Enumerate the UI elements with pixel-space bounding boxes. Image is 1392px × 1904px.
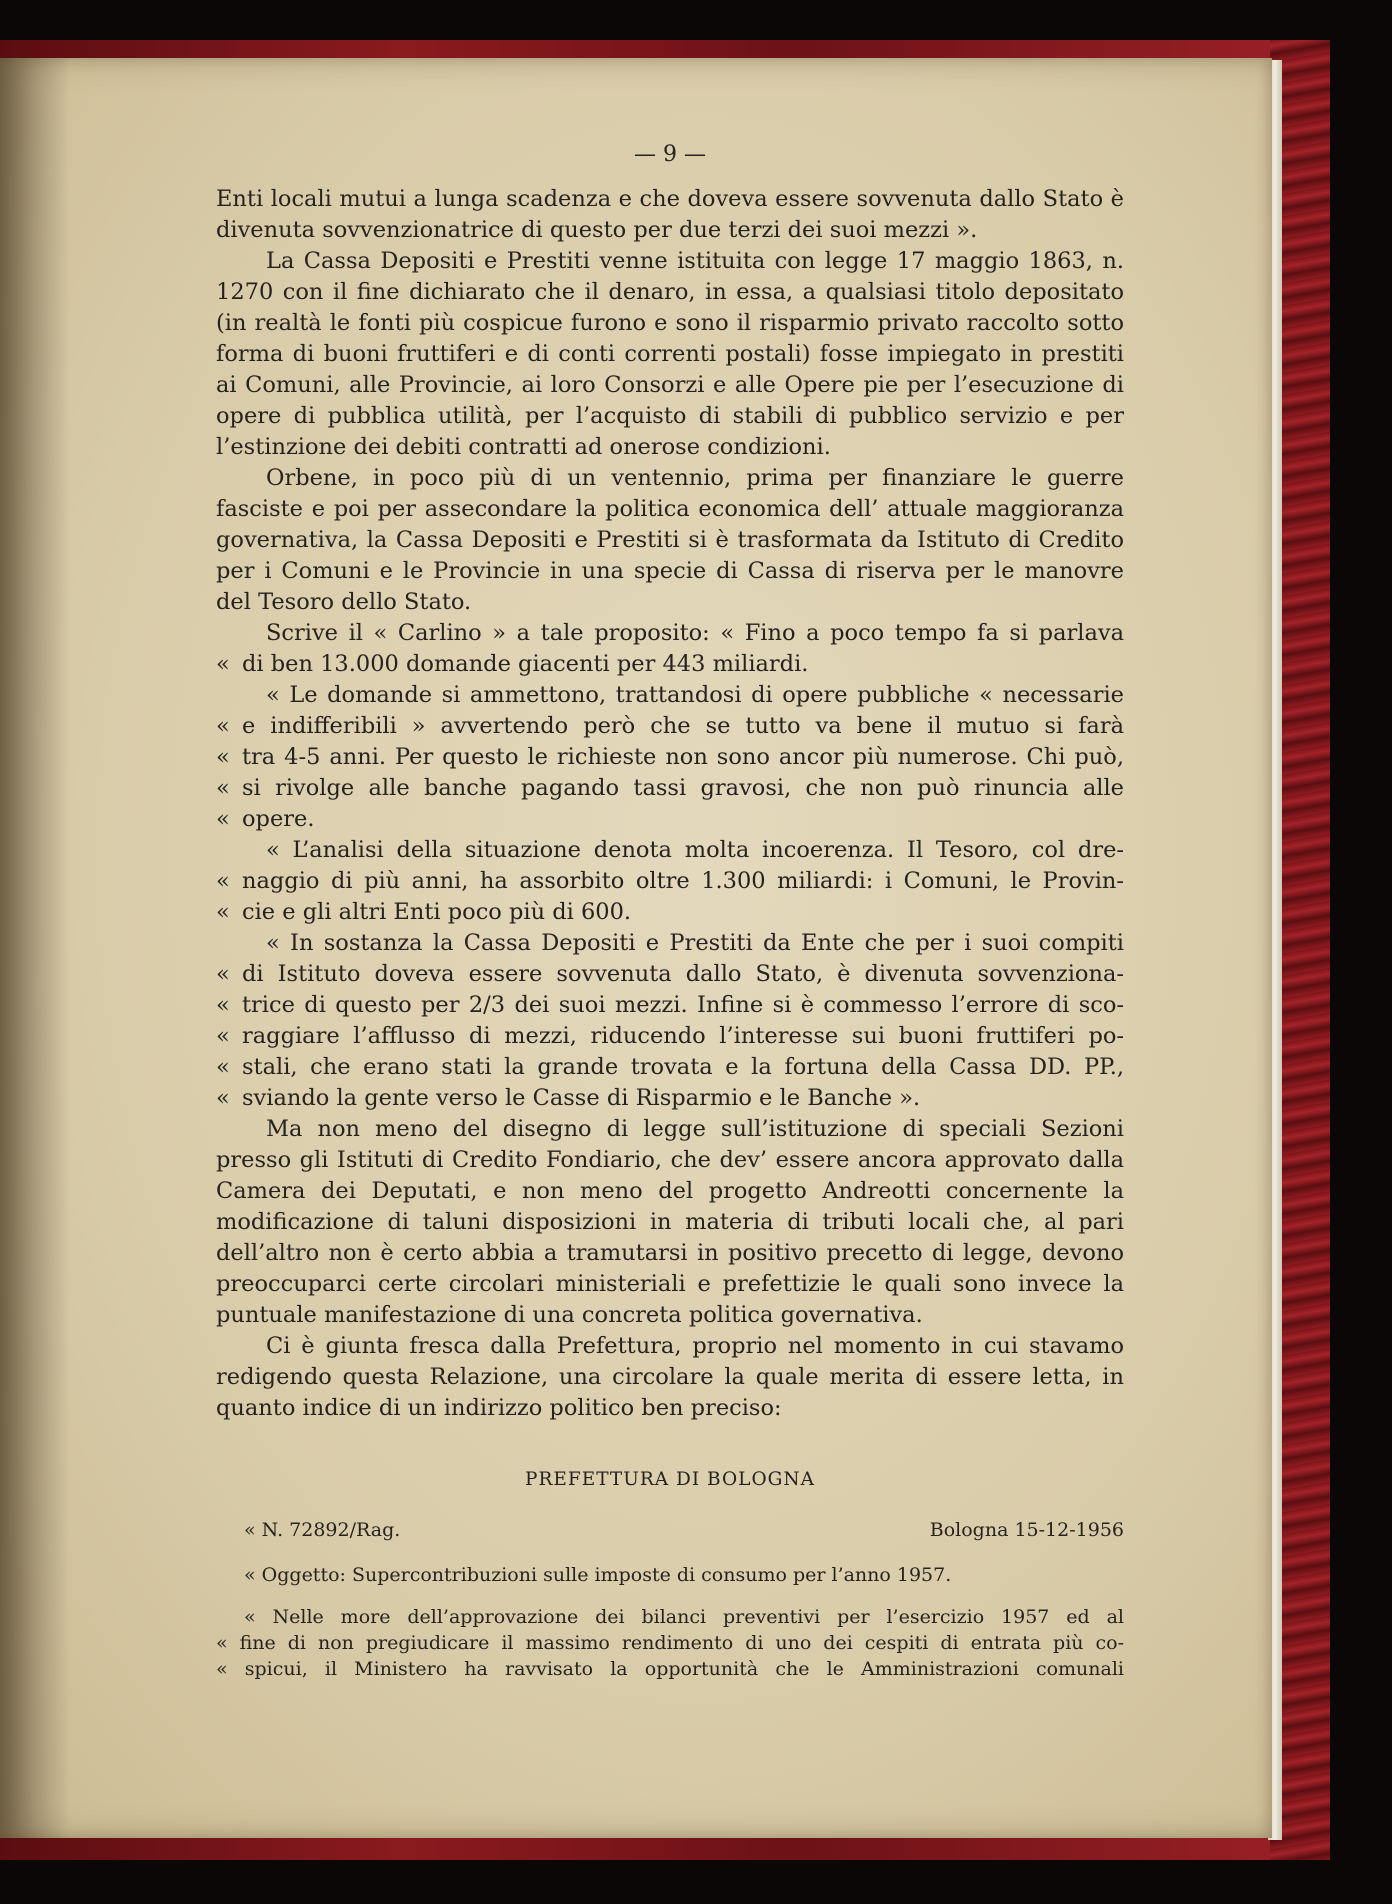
page-content — [216, 140, 1124, 1682]
quote-text: si rivolge alle banche pagando tassi gravosi, che non può rinuncia alle — [242, 775, 1124, 801]
quote-mark: « — [216, 713, 230, 739]
paragraph: Orbene, in poco più di un ventennio, prima per finanziare le guerre fasciste e poi per assecondare la politica economica dell’ attuale maggioranza governativa, la Cassa Depositi e Prestiti si è trasformata da Istituto di Credito per i Comuni e le Provincie in una specie di Cassa di riserva per le manovre del Tesoro dello Stato. — [216, 465, 1124, 615]
quote-text: opere. — [242, 806, 315, 832]
quote-mark: « — [216, 1085, 230, 1111]
page-number: — 9 — — [634, 142, 706, 167]
body-text — [216, 184, 1124, 1424]
quote-line — [216, 959, 1124, 990]
quote-line — [216, 1052, 1124, 1083]
quote-paragraph — [216, 835, 1124, 928]
quote-mark: « — [216, 868, 230, 894]
circular-line: « fine di non pregiudicare il massimo rendimento di uno dei cespiti di entrata più co- — [216, 1632, 1124, 1654]
paragraph: Ma non meno del disegno di legge sull’istituzione di speciali Sezioni presso gli Istituti di Credito Fondiario, che dev’ essere ancora approvato dalla Camera dei Deputati, e non meno del progetto Andreotti concernente la modificazione di taluni disposizioni in materia di tributi locali che, al pari dell’altro non è certo abbia a tramutarsi in positivo precetto di legge, devono preoccuparci certe circolari ministeriali e prefettizie le quali sono invece la puntuale manifestazione di una concreta politica governativa. — [216, 1116, 1124, 1328]
quote-mark: « — [216, 1023, 230, 1049]
circular-number: « N. 72892/Rag. — [244, 1519, 401, 1541]
circular-subject: « Oggetto: Supercontribuzioni sulle imposte di consumo per l’anno 1957. — [244, 1564, 952, 1586]
circular-line: « Nelle more dell’approvazione dei bilanci preventivi per l’esercizio 1957 ed al — [244, 1606, 1124, 1628]
quote-text: di ben 13.000 domande giacenti per 443 miliardi. — [242, 651, 809, 677]
quote-text: « Le domande si ammettono, trattandosi di opere pubbliche « necessarie — [266, 682, 1124, 708]
quote-text: tra 4-5 anni. Per questo le richieste non sono ancor più numerose. Chi può, — [242, 744, 1124, 770]
quote-text: « In sostanza la Cassa Depositi e Prestiti da Ente che per i suoi compiti — [266, 930, 1124, 956]
quote-line — [216, 773, 1124, 804]
circular-reference-row — [216, 1516, 1124, 1544]
quote-line — [216, 804, 1124, 835]
quote-mark: « — [216, 651, 230, 677]
quote-line — [216, 680, 1124, 711]
quote-text: sviando la gente verso le Casse di Risparmio e le Banche ». — [242, 1085, 921, 1111]
quote-line — [216, 866, 1124, 897]
paragraph: Enti locali mutui a lunga scadenza e che doveva essere sovvenuta dallo Stato è divenuta sovvenzionatrice di questo per due terzi dei suoi mezzi ». — [216, 186, 1124, 243]
quote-line — [216, 711, 1124, 742]
page-gutter-shadow — [0, 58, 70, 1838]
quote-text: cie e gli altri Enti poco più di 600. — [242, 899, 632, 925]
quote-mark: « — [216, 961, 230, 987]
quote-line — [216, 835, 1124, 866]
quote-text: naggio di più anni, ha assorbito oltre 1.300 miliardi: i Comuni, le Provin- — [242, 868, 1124, 894]
quote-line — [216, 1021, 1124, 1052]
quote-mark: « — [216, 744, 230, 770]
quote-line — [216, 928, 1124, 959]
paragraph: La Cassa Depositi e Prestiti venne istituita con legge 17 maggio 1863, n. 1270 con il fine dichiarato che il denaro, in essa, a qualsiasi titolo depositato (in realtà le fonti più cospicue furono e sono il risparmio privato raccolto sotto forma di buoni fruttiferi e di conti correnti postali) fosse impiegato in prestiti ai Comuni, alle Provincie, ai loro Consorzi e alle Opere pie per l’esecuzione di opere di pubblica utilità, per l’acquisto di stabili di pubblico servizio e per l’estinzione dei debiti contratti ad onerose condizioni. — [216, 248, 1124, 460]
quote-mark: « — [216, 1054, 230, 1080]
quote-paragraph — [216, 928, 1124, 1114]
quote-line — [216, 1083, 1124, 1114]
quote-line — [216, 897, 1124, 928]
quote-mark: « — [216, 775, 230, 801]
quote-block — [216, 618, 1124, 1114]
circular-line: « spicui, il Ministero ha ravvisato la opportunità che le Amministrazioni comunali — [216, 1658, 1124, 1680]
quote-text: e indifferibili » avvertendo però che se tutto va bene il mutuo si farà — [242, 713, 1124, 739]
quote-mark: « — [216, 899, 230, 925]
quote-text: di Istituto doveva essere sovvenuta dallo Stato, è divenuta sovvenziona- — [242, 961, 1124, 987]
quote-line — [216, 990, 1124, 1021]
paragraph: Ci è giunta fresca dalla Prefettura, proprio nel momento in cui stavamo redigendo questa Relazione, una circolare la quale merita di essere letta, in quanto indice di un indirizzo politico ben preciso: — [216, 1333, 1124, 1421]
quote-text: Scrive il « Carlino » a tale proposito: « Fino a poco tempo fa si parlava — [266, 620, 1124, 646]
quote-paragraph — [216, 618, 1124, 680]
quote-mark: « — [216, 806, 230, 832]
circular-date: Bologna 15-12-1956 — [929, 1519, 1124, 1541]
quote-line — [216, 649, 1124, 680]
circular-body — [216, 1604, 1124, 1682]
quote-text: trice di questo per 2/3 dei suoi mezzi. Infine si è commesso l’errore di sco- — [242, 992, 1124, 1018]
circular-header: PREFETTURA DI BOLOGNA — [525, 1469, 815, 1490]
quote-paragraph — [216, 680, 1124, 835]
quote-line — [216, 618, 1124, 649]
quote-mark: « — [216, 992, 230, 1018]
quote-line — [216, 742, 1124, 773]
quote-text: stali, che erano stati la grande trovata e la fortuna della Cassa DD. PP., — [242, 1054, 1124, 1080]
quote-text: raggiare l’afflusso di mezzi, riducendo l’interesse sui buoni fruttiferi po- — [242, 1023, 1124, 1049]
quote-text: « L’analisi della situazione denota molta incoerenza. Il Tesoro, col dre- — [266, 837, 1124, 863]
